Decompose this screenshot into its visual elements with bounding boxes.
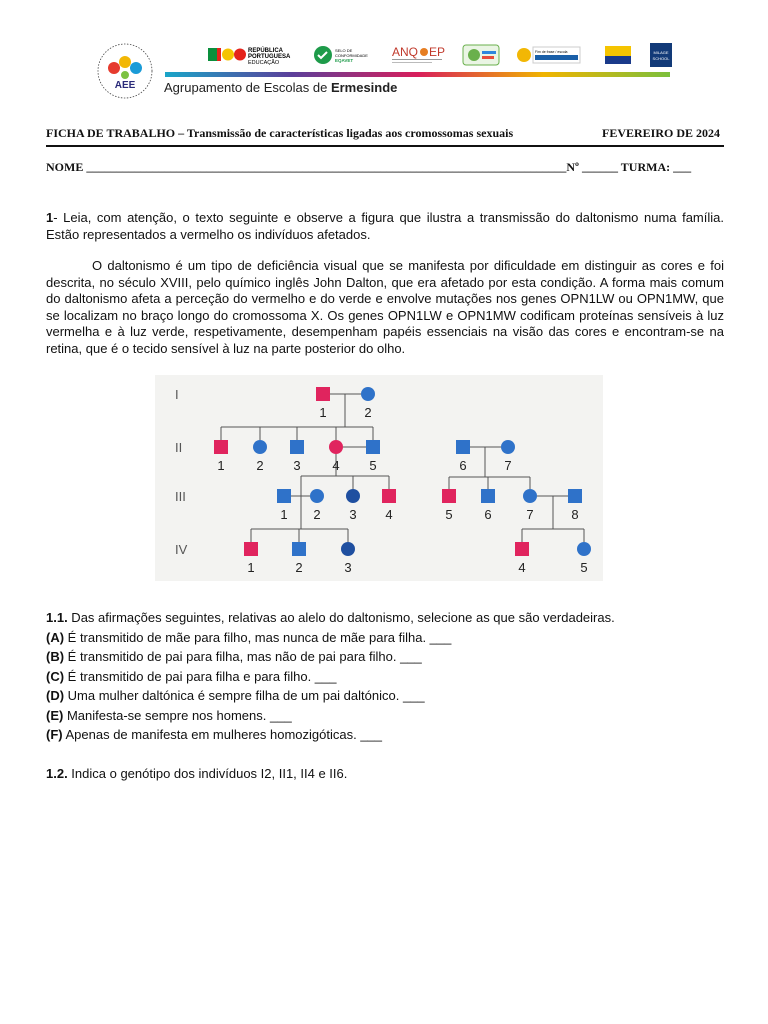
svg-text:PORTUGUESA: PORTUGUESA bbox=[248, 54, 291, 60]
org-bold: Ermesinde bbox=[330, 80, 398, 95]
individual-number: 7 bbox=[526, 507, 534, 522]
q11-number: 1.1. bbox=[46, 610, 68, 625]
header-color-rule bbox=[165, 72, 670, 77]
generation-label: II bbox=[175, 440, 183, 455]
individual-gen1-2-female bbox=[361, 387, 375, 401]
individual-number: 5 bbox=[580, 560, 588, 575]
class-blank[interactable]: ___ bbox=[673, 160, 692, 174]
option-text: Manifesta-se sempre nos homens. ___ bbox=[63, 707, 292, 723]
individual-gen4-4-male bbox=[515, 542, 529, 556]
individual-gen3-5-male bbox=[442, 489, 456, 503]
individual-gen4-1-male bbox=[244, 542, 258, 556]
individual-number: 2 bbox=[295, 560, 303, 575]
q11-option[interactable] bbox=[46, 725, 615, 745]
individual-number: 2 bbox=[364, 405, 372, 420]
svg-text:EQAVET: EQAVET bbox=[335, 58, 354, 63]
option-text: Uma mulher daltónica é sempre filha de um pai daltónico. ___ bbox=[64, 688, 425, 703]
name-blank[interactable]: ________________________________________________________________________________ bbox=[86, 160, 567, 174]
svg-text:REPÚBLICA: REPÚBLICA bbox=[248, 48, 284, 54]
individual-number: 4 bbox=[385, 507, 393, 522]
individual-number: 2 bbox=[313, 507, 321, 522]
individual-number: 3 bbox=[293, 458, 301, 473]
page-header bbox=[0, 0, 768, 110]
individual-gen4-3-female bbox=[341, 542, 355, 556]
individual-number: 1 bbox=[247, 560, 255, 575]
individual-gen4-5-female bbox=[577, 542, 591, 556]
q12-prompt: Indica o genótipo dos indivíduos I2, II1, II4 e II6. bbox=[67, 766, 348, 781]
q11-option[interactable] bbox=[46, 667, 615, 687]
svg-text:MILAGE: MILAGE bbox=[653, 50, 669, 55]
question-1-1 bbox=[46, 608, 615, 745]
individual-number: 5 bbox=[445, 507, 453, 522]
partner-eco-escolas-logo bbox=[462, 44, 500, 66]
individual-gen2-5-male bbox=[366, 440, 380, 454]
individual-number: 6 bbox=[484, 507, 492, 522]
option-letter: (B) bbox=[46, 649, 65, 664]
individual-gen3-2-female bbox=[310, 489, 324, 503]
option-text: Apenas de manifesta em mulheres homozigóticas. ___ bbox=[62, 727, 383, 742]
number-label: Nº bbox=[566, 160, 579, 174]
class-label: TURMA: bbox=[620, 160, 671, 174]
individual-gen2-2-female bbox=[253, 440, 267, 454]
individual-number: 4 bbox=[518, 560, 526, 575]
q12-number: 1.2. bbox=[46, 766, 68, 781]
q11-option[interactable] bbox=[46, 706, 615, 726]
title-divider bbox=[46, 145, 724, 147]
individual-gen3-4-male bbox=[382, 489, 396, 503]
number-blank[interactable]: ______ bbox=[581, 160, 618, 174]
option-letter: (E) bbox=[46, 707, 64, 723]
question-1-text: - Leia, com atenção, o texto seguinte e observe a figura que ilustra a transmissão do daltonismo numa família. Estão representados a vermelho os indivíduos afetados. bbox=[46, 210, 724, 242]
individual-gen3-7-female bbox=[523, 489, 537, 503]
individual-gen3-1-male bbox=[277, 489, 291, 503]
title-label: FICHA DE TRABALHO – bbox=[46, 126, 187, 140]
individual-number: 1 bbox=[319, 405, 327, 420]
individual-gen2-3-male bbox=[290, 440, 304, 454]
title-subject: Transmissão de características ligadas aos cromossomas sexuais bbox=[186, 126, 514, 140]
option-letter: (D) bbox=[46, 688, 65, 703]
individual-gen3-8-male bbox=[568, 489, 582, 503]
option-text: É transmitido de mãe para filho, mas nunca de mãe para filha. ___ bbox=[64, 629, 452, 645]
school-logo bbox=[92, 42, 158, 100]
option-text: É transmitido de pai para filha e para filho. ___ bbox=[64, 668, 337, 684]
q11-option[interactable] bbox=[46, 686, 615, 706]
svg-text:EP: EP bbox=[429, 45, 446, 59]
q11-option[interactable] bbox=[46, 628, 615, 648]
organization-name bbox=[164, 80, 397, 95]
partner-eqavet-logo bbox=[313, 44, 375, 66]
logo-text: AEE bbox=[114, 80, 136, 91]
partner-republica-logo bbox=[208, 44, 296, 66]
individual-number: 5 bbox=[369, 458, 377, 473]
individual-number: 3 bbox=[344, 560, 352, 575]
svg-text:Fim de frase / escola: Fim de frase / escola bbox=[535, 50, 568, 54]
q11-prompt: Das afirmações seguintes, relativas ao alelo do daltonismo, selecione as que são verdadeiras. bbox=[67, 610, 615, 625]
svg-text:SELO DE: SELO DE bbox=[335, 48, 353, 53]
individual-gen2-7-female bbox=[501, 440, 515, 454]
question-1-number: 1 bbox=[46, 210, 54, 225]
individual-gen1-1-male bbox=[316, 387, 330, 401]
name-label: NOME bbox=[46, 160, 84, 174]
worksheet-title bbox=[46, 126, 513, 141]
individual-number: 2 bbox=[256, 458, 264, 473]
partner-seguranca-digital-logo bbox=[516, 44, 582, 66]
question-1 bbox=[46, 210, 724, 243]
option-letter: (C) bbox=[46, 668, 65, 684]
question-1-2 bbox=[46, 764, 347, 784]
individual-number: 1 bbox=[217, 458, 225, 473]
individual-number: 8 bbox=[571, 507, 579, 522]
q11-options-list bbox=[46, 628, 615, 745]
individual-number: 4 bbox=[332, 458, 340, 473]
generation-label: IV bbox=[175, 542, 188, 557]
text-passage: O daltonismo é um tipo de deficiência visual que se manifesta por dificuldade em distinguir as cores e foi descrita, no século XVIII, pelo químico inglês John Dalton, que era afetado por esta condição. A forma mais comum do daltonismo afeta a perceção do vermelho e do verde e envolve mutações nos genes OPN1LW ou OPN1MW, que se localizam no braço longo do cromossoma X. Os genes OPN1LW e OPN1MW codificam proteínas sensíveis à luz vermelha e à luz verde, respetivamente, desempenham papéis essenciais na visão das cores e encontram-se na retina, que é o tecido sensível à luz na parte posterior do olho. bbox=[46, 258, 724, 356]
individual-number: 3 bbox=[349, 507, 357, 522]
svg-text:CONFORMIDADE: CONFORMIDADE bbox=[335, 53, 368, 58]
individual-gen2-6-male bbox=[456, 440, 470, 454]
svg-text:EDUCAÇÃO: EDUCAÇÃO bbox=[248, 60, 280, 66]
individual-gen2-1-male bbox=[214, 440, 228, 454]
partner-milage-logo bbox=[650, 44, 672, 66]
pedigree-chart bbox=[155, 375, 603, 581]
individual-gen3-3-female bbox=[346, 489, 360, 503]
individual-gen4-2-male bbox=[292, 542, 306, 556]
generation-label: III bbox=[175, 489, 186, 504]
generation-label: I bbox=[175, 387, 179, 402]
partner-anqep-logo bbox=[390, 44, 452, 66]
individual-number: 6 bbox=[459, 458, 467, 473]
student-info-line[interactable] bbox=[46, 160, 724, 175]
option-letter: (F) bbox=[46, 727, 63, 742]
org-prefix: Agrupamento de Escolas de bbox=[164, 80, 331, 95]
svg-text:ANQ: ANQ bbox=[392, 45, 419, 59]
individual-gen3-6-male bbox=[481, 489, 495, 503]
worksheet-title-bar bbox=[46, 124, 724, 144]
svg-text:SCHOOL: SCHOOL bbox=[652, 56, 670, 61]
individual-gen2-4-female bbox=[329, 440, 343, 454]
worksheet-date: FEVEREIRO DE 2024 bbox=[601, 126, 720, 140]
q11-option[interactable] bbox=[46, 647, 615, 667]
individual-number: 7 bbox=[504, 458, 512, 473]
individual-number: 1 bbox=[280, 507, 288, 522]
option-letter: (A) bbox=[46, 629, 65, 645]
option-text: É transmitido de pai para filha, mas não de pai para filho. ___ bbox=[64, 649, 422, 664]
